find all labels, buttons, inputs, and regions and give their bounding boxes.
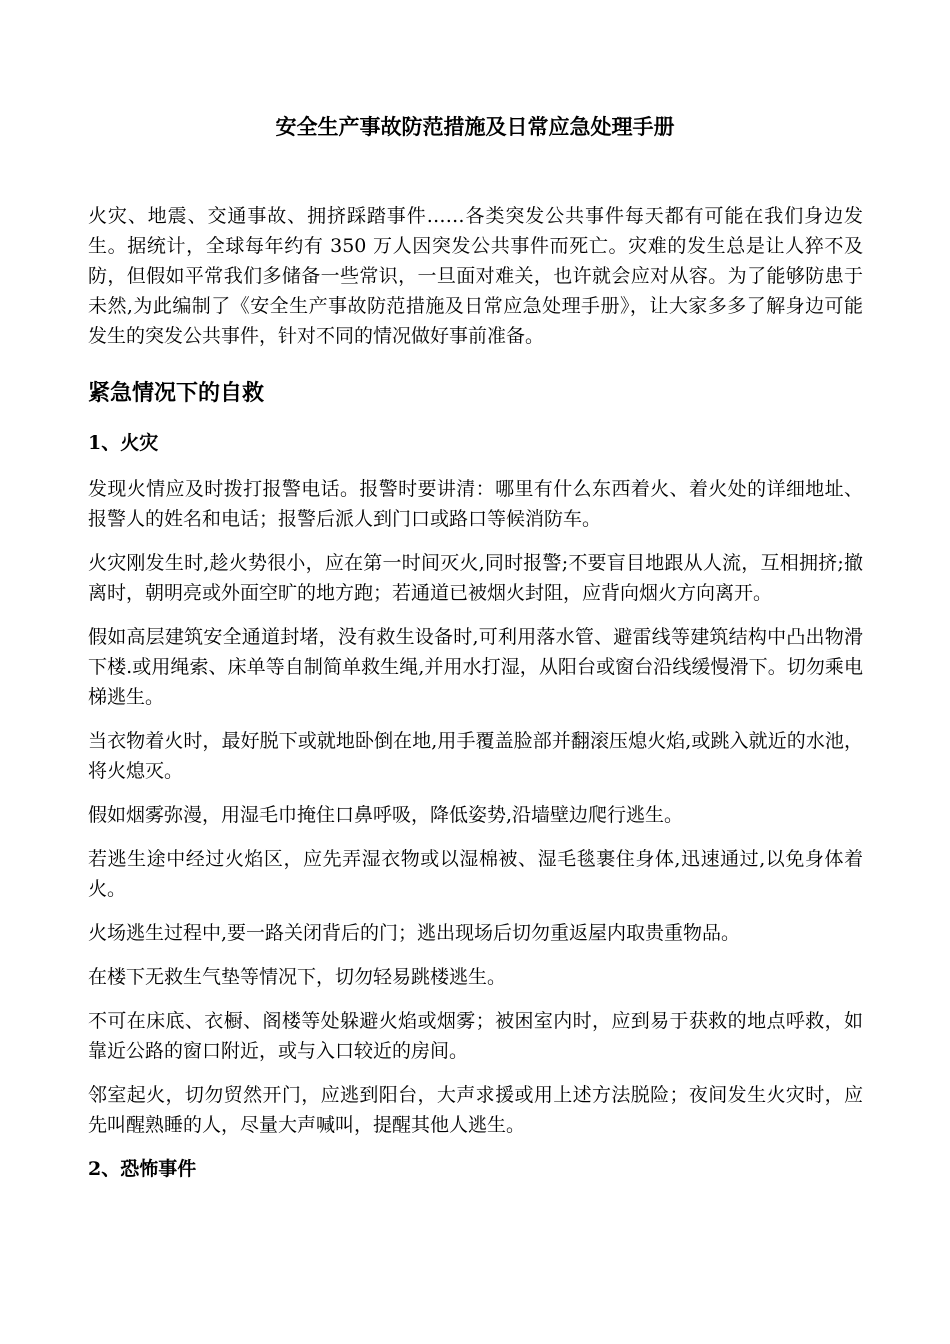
fire-paragraph-10: 邻室起火，切勿贸然开门，应逃到阳台，大声求援或用上述方法脱险；夜间发生火灾时，应先叫醒熟睡的人，尽量大声喊叫，提醒其他人逃生。 (88, 1084, 863, 1136)
document-body (88, 201, 863, 1200)
fire-paragraph-7: 火场逃生过程中,要一路关闭背后的门；逃出现场后切勿重返屋内取贵重物品。 (88, 922, 741, 944)
fire-paragraph-9: 不可在床底、衣橱、阁楼等处躲避火焰或烟雾；被困室内时，应到易于获救的地点呼救，如靠近公路的窗口附近，或与入口较近的房间。 (88, 1010, 863, 1062)
fire-paragraph-3: 假如高层建筑安全通道封堵，没有救生设备时,可利用落水管、避雷线等建筑结构中凸出物滑下楼.或用绳索、床单等自制简单救生绳,并用水打湿，从阳台或窗台沿线缓慢滑下。切勿乘电梯逃生。 (88, 626, 863, 708)
fire-paragraph-2: 火灾刚发生时,趁火势很小，应在第一时间灭火,同时报警;不要盲目地跟从人流，互相拥挤;撤离时，朝明亮或外面空旷的地方跑；若通道已被烟火封阻，应背向烟火方向离开。 (88, 552, 863, 604)
intro-paragraph: 火灾、地震、交通事故、拥挤踩踏事件……各类突发公共事件每天都有可能在我们身边发生。据统计，全球每年约有 350 万人因突发公共事件而死亡。灾难的发生总是让人猝不及防，但假如平常我们多储备一些常识，一旦面对难关，也许就会应对从容。为了能够防患于未然,为此编制了《安全生产事故防范措施及日常应急处理手册》，让大家多多了解身边可能发生的突发公共事件，针对不同的情况做好事前准备。 (88, 205, 863, 347)
fire-paragraph-5: 假如烟雾弥漫，用湿毛巾掩住口鼻呼吸，降低姿势,沿墙壁边爬行逃生。 (88, 804, 684, 826)
fire-paragraph-8: 在楼下无救生气垫等情况下，切勿轻易跳楼逃生。 (88, 966, 507, 988)
fire-paragraph-6: 若逃生途中经过火焰区，应先弄湿衣物或以湿棉被、湿毛毯裹住身体,迅速通过,以免身体着火。 (88, 848, 863, 900)
section-heading-self-rescue: 紧急情况下的自救 (88, 380, 265, 406)
subsection-heading-terrorism: 2、恐怖事件 (88, 1158, 197, 1180)
fire-paragraph-4: 当衣物着火时，最好脱下或就地卧倒在地,用手覆盖脸部并翻滚压熄火焰,或跳入就近的水池，将火熄灭。 (88, 730, 863, 782)
subsection-heading-fire: 1、火灾 (88, 432, 159, 454)
fire-paragraph-1: 发现火情应及时拨打报警电话。报警时要讲清：哪里有什么东西着火、着火处的详细地址、报警人的姓名和电话；报警后派人到门口或路口等候消防车。 (88, 478, 863, 530)
document-title: 安全生产事故防范措施及日常应急处理手册 (275, 114, 675, 139)
